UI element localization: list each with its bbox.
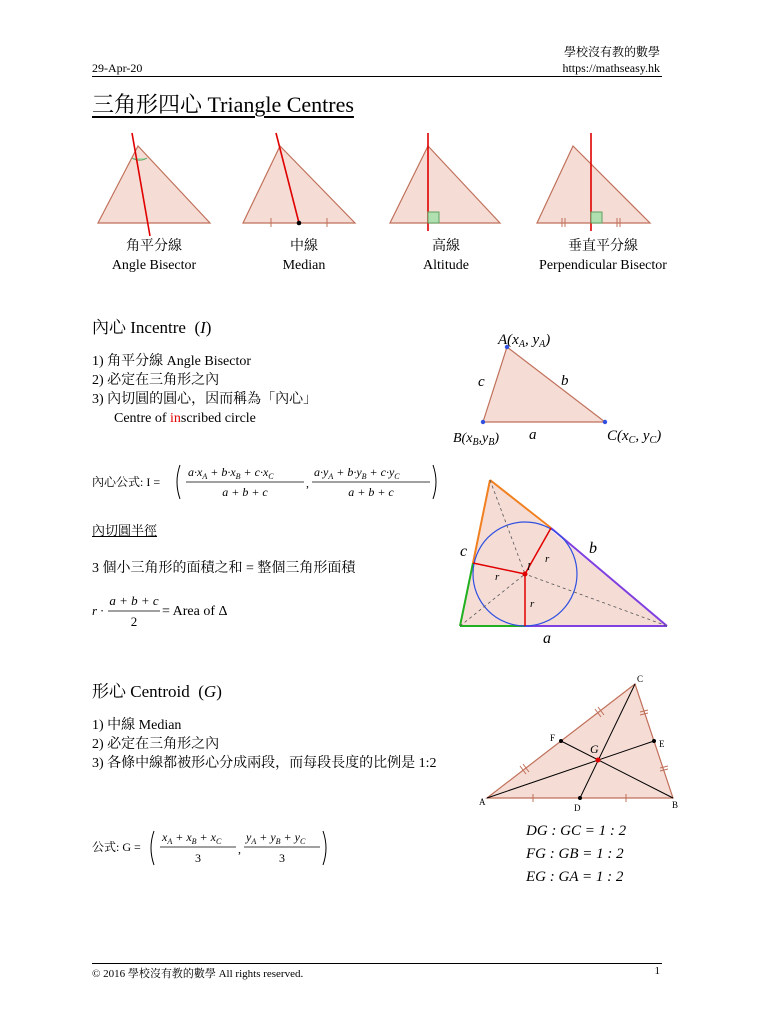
svg-text:F: F [550,733,556,743]
site-url[interactable]: https://mathseasy.hk [562,61,660,75]
svg-text:G: G [590,742,599,756]
svg-text:3: 3 [279,851,285,865]
svg-text:a: a [529,427,537,443]
figure-altitude [390,133,500,231]
svg-text:c: c [478,374,485,390]
list-item: 3) 各條中線都被形心分成兩段，而每段長度的比例是 1:2 [92,756,437,771]
svg-text:A(xA, yA): $A(x_A$, $y_A$) [498,332,551,350]
incentre-heading: 內心 Incentre (I) [92,318,212,337]
ratio-dg-gc: DG : GC = 1 : 2 [526,823,627,839]
area-sentence: 3 個小三角形的面積之和 = 整個三角形面積 [92,561,356,576]
svg-text:a·yA + b·yB + c·yC: $a\cdot y_A + b\cdot y_B + c\cdot y_C$ [314,465,400,481]
svg-text:yA + yB + yC: $y_A + y_B + y_C$ [246,830,306,846]
svg-text:公式: G =: 公式: G = [92,840,141,854]
caption-perp-bisector: 垂直平分線 Perpendicular Bisector [539,239,667,273]
svg-text:C(xC, yC): $C(x_C$, $y_C$) [607,428,662,446]
header-site [562,44,660,76]
page-number: 1 [654,965,660,977]
incircle-diagram [455,472,675,647]
svg-text:B(xB,yB): $B(x_B,y_B)$ [453,431,500,448]
incentre-coordinate-diagram [445,328,675,450]
svg-text:r: r [530,598,535,610]
figure-perp-bisector [537,133,650,231]
figure-angle-bisector [98,133,210,236]
centroid-formula [92,828,342,868]
svg-text:,: , [238,842,241,856]
svg-text:3: 3 [195,851,201,865]
footer-rule [92,963,662,964]
figure-median [243,133,355,227]
svg-text:I: I [527,562,531,573]
ratio-fg-gb: FG : GB = 1 : 2 [526,846,624,862]
list-item: 3) 內切圓的圓心，因而稱為「內心」 [92,392,318,407]
list-item: 2) 必定在三角形之內 [92,737,220,752]
svg-text:r: r [495,571,500,583]
svg-text:b: b [561,373,569,389]
svg-text:r: r [545,553,550,565]
svg-text:C: C [637,674,644,684]
caption-altitude: 高線 Altitude [423,239,469,273]
svg-text:內心公式: I =: 內心公式: I = [92,475,161,489]
svg-text:a·xA + b·xB + c·xC: $a\cdot x_A + b\cdot x_B + c\cdot x_C$ [188,465,274,481]
centroid-heading: 形心 Centroid (G) [92,682,222,701]
inradius-formula [92,592,292,632]
list-item: 1) 角平分線 Angle Bisector [92,354,252,369]
inradius-heading: 內切圓半徑 [92,523,158,538]
ratio-eg-ga: EG : GA = 1 : 2 [526,869,624,885]
svg-text:a + b + c: a + b + c [222,485,268,499]
svg-text:E: E [659,739,665,749]
svg-text:a: a [543,630,551,647]
svg-text:c: c [460,543,468,560]
svg-text:B: B [672,800,678,810]
svg-text:xA + xB + xC: $x_A + x_B + x_C$ [162,830,222,846]
caption-median: 中線 Median [282,239,326,273]
svg-text:r ·: r · [92,603,104,618]
page-title: 三角形四心 Triangle Centres [92,92,354,117]
caption-angle-bisector: 角平分線 Angle Bisector [111,239,197,273]
footer-copyright: © 2016 學校沒有教的數學 All rights reserved. [92,968,304,980]
centroid-diagram [478,672,678,817]
svg-text:a + b + c: a + b + c [348,485,394,499]
svg-text:= Area of Δ: = Area of Δ [162,604,228,619]
centroid-ratios [526,820,626,889]
header-date: 29-Apr-20 [92,61,143,75]
incentre-list [92,352,317,428]
list-item: Centre of inscribed circle [114,411,256,426]
site-name: 學校沒有教的數學 [563,45,660,59]
svg-text:2: 2 [130,614,138,629]
svg-text:,: , [306,476,309,490]
svg-text:D: D [574,803,581,813]
svg-text:b: b [589,540,597,557]
four-centres-figures [90,128,670,238]
list-item: 1) 中線 Median [92,718,182,733]
header-rule [92,76,662,77]
svg-text:a + b + c: a + b + c [109,593,159,608]
list-item: 2) 必定在三角形之內 [92,373,220,388]
svg-text:A: A [479,797,486,807]
centroid-list [92,716,437,773]
incentre-formula [92,462,442,502]
